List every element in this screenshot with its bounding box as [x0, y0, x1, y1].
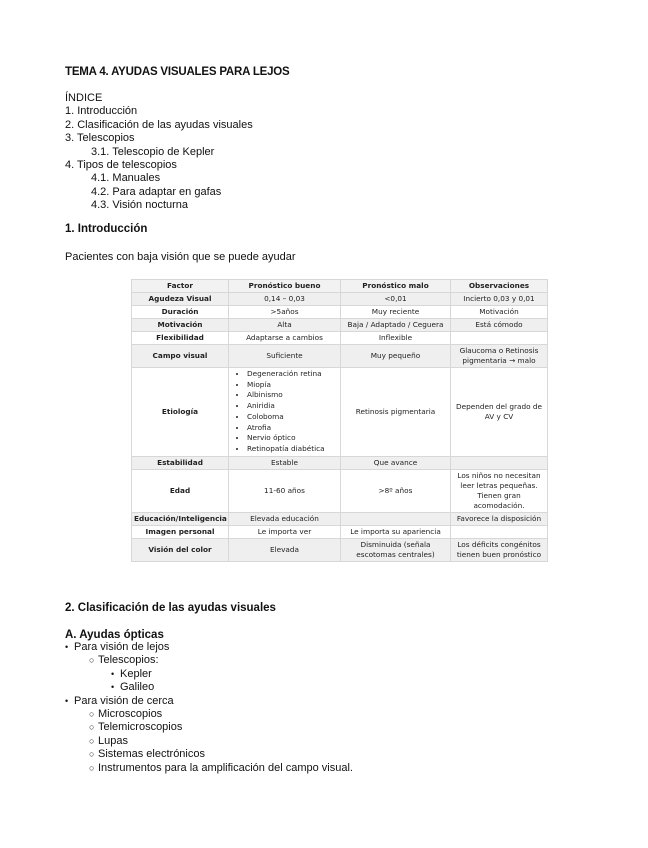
section-1-heading: 1. Introducción [65, 222, 148, 235]
table-cell: Muy pequeño [341, 345, 451, 368]
section-2 [65, 602, 585, 775]
list-item: • Nervio óptico [247, 433, 338, 444]
table-cell: Estabilidad [132, 456, 229, 469]
table-row [132, 538, 548, 561]
list-item: • Degeneración retina [247, 369, 338, 380]
table-cell: Los niños no necesitan leer letras pequeñas. Tienen gran acomodación. [451, 469, 548, 512]
index-item: 4.3. Visión nocturna [91, 199, 189, 212]
table-cell: Campo visual [132, 345, 229, 368]
prognosis-table [131, 279, 548, 562]
table-row [132, 306, 548, 319]
table-header-row [132, 280, 548, 293]
list-item: • Para visión de cerca [65, 694, 174, 707]
table-cell-list [229, 368, 341, 457]
table-cell: Inflexible [341, 332, 451, 345]
list-item: ○ Telemicroscopios [89, 721, 183, 734]
table-cell: Muy reciente [341, 306, 451, 319]
table-row [132, 332, 548, 345]
list-item: ○ Lupas [89, 734, 128, 747]
table-cell: Favorece la disposición [451, 512, 548, 525]
list-item: ○ Microscopios [89, 708, 163, 721]
subsection-heading: A. Ayudas ópticas [65, 629, 164, 641]
bullet-icon: • [65, 642, 69, 652]
index-item: 4.2. Para adaptar en gafas [91, 185, 222, 198]
table-cell [451, 525, 548, 538]
table-cell: Baja / Adaptado / Ceguera [341, 319, 451, 332]
document-title: TEMA 4. AYUDAS VISUALES PARA LEJOS [65, 66, 290, 78]
table-cell: Agudeza Visual [132, 293, 229, 306]
table-cell: Duración [132, 306, 229, 319]
list-item: • Albinismo [247, 390, 338, 401]
section-1-intro: Pacientes con baja visión que se puede ayudar [65, 250, 296, 263]
table-cell: 0,14 – 0,03 [229, 293, 341, 306]
table-cell: Disminuida (señala escotomas centrales) [341, 538, 451, 561]
table-cell: Imagen personal [132, 525, 229, 538]
table-cell: Los déficits congénitos tienen buen pronóstico [451, 538, 548, 561]
table-row [132, 345, 548, 368]
index-heading: ÍNDICE [65, 92, 103, 104]
table-cell: Está cómodo [451, 319, 548, 332]
table-cell: Motivación [451, 306, 548, 319]
circle-bullet-icon: ○ [89, 749, 95, 760]
table-row [132, 525, 548, 538]
table-header: Pronóstico malo [341, 280, 451, 293]
table-cell: Visión del color [132, 538, 229, 561]
table-cell: Le importa su apariencia [341, 525, 451, 538]
table-row [132, 293, 548, 306]
list-item: • Coloboma [247, 412, 338, 423]
bullet-icon: • [65, 695, 69, 706]
table-row [132, 456, 548, 469]
index-item: 3. Telescopios [65, 132, 135, 145]
index-item: 3.1. Telescopio de Kepler [91, 145, 215, 158]
table-cell: Dependen del grado de AV y CV [451, 368, 548, 457]
table-cell: Estable [229, 456, 341, 469]
table-cell: Que avance [341, 456, 451, 469]
table-cell: Educación/Inteligencia [132, 512, 229, 525]
table-cell: <0,01 [341, 293, 451, 306]
table-row [132, 512, 548, 525]
list-item: • Atrofia [247, 423, 338, 434]
table-cell: Elevada educación [229, 512, 341, 525]
circle-bullet-icon: ○ [89, 722, 95, 733]
index-item: 1. Introducción [65, 105, 138, 118]
index-item: 4. Tipos de telescopios [65, 159, 177, 172]
table-cell: >8º años [341, 469, 451, 512]
table-cell: Elevada [229, 538, 341, 561]
table-cell [451, 332, 548, 345]
table-cell: Suficiente [229, 345, 341, 368]
table-cell [341, 512, 451, 525]
table-cell: Le importa ver [229, 525, 341, 538]
etiology-list [231, 369, 338, 455]
section-2-heading: 2. Clasificación de las ayudas visuales [65, 602, 276, 614]
list-item: ○ Sistemas electrónicos [89, 748, 205, 761]
list-item: • Galileo [111, 681, 155, 694]
document-top [65, 66, 585, 264]
list-item: • Aniridia [247, 401, 338, 412]
index-item: 2. Clasificación de las ayudas visuales [65, 118, 253, 131]
table-header: Observaciones [451, 280, 548, 293]
table-cell: Adaptarse a cambios [229, 332, 341, 345]
table-cell: Edad [132, 469, 229, 512]
table-cell: >5años [229, 306, 341, 319]
table-cell: Incierto 0,03 y 0,01 [451, 293, 548, 306]
table-cell: Retinosis pigmentaria [341, 368, 451, 457]
table-cell: Motivación [132, 319, 229, 332]
table-cell: Etiología [132, 368, 229, 457]
table-cell: Alta [229, 319, 341, 332]
list-item: • Retinopatía diabética [247, 444, 338, 455]
table-header: Pronóstico bueno [229, 280, 341, 293]
table-row [132, 469, 548, 512]
list-item: ○ Telescopios: [89, 654, 159, 667]
table-cell: 11-60 años [229, 469, 341, 512]
table-row [132, 319, 548, 332]
table-cell [451, 456, 548, 469]
table-cell: Flexibilidad [132, 332, 229, 345]
circle-bullet-icon: ○ [89, 762, 95, 773]
index-item: 4.1. Manuales [91, 172, 161, 185]
bullet-icon: • [111, 668, 115, 679]
table-header: Factor [132, 280, 229, 293]
circle-bullet-icon: ○ [89, 735, 95, 746]
circle-bullet-icon: ○ [89, 655, 95, 666]
table-cell: Glaucoma o Retinosis pigmentaria → malo [451, 345, 548, 368]
list-item: • Kepler [111, 667, 152, 680]
bullet-icon: • [111, 682, 115, 693]
list-item: • Para visión de lejos [65, 641, 170, 653]
table-row-etiologia [132, 368, 548, 457]
circle-bullet-icon: ○ [89, 709, 95, 720]
list-item: • Miopía [247, 380, 338, 391]
list-item: ○ Instrumentos para la amplificación del campo visual. [89, 761, 353, 774]
